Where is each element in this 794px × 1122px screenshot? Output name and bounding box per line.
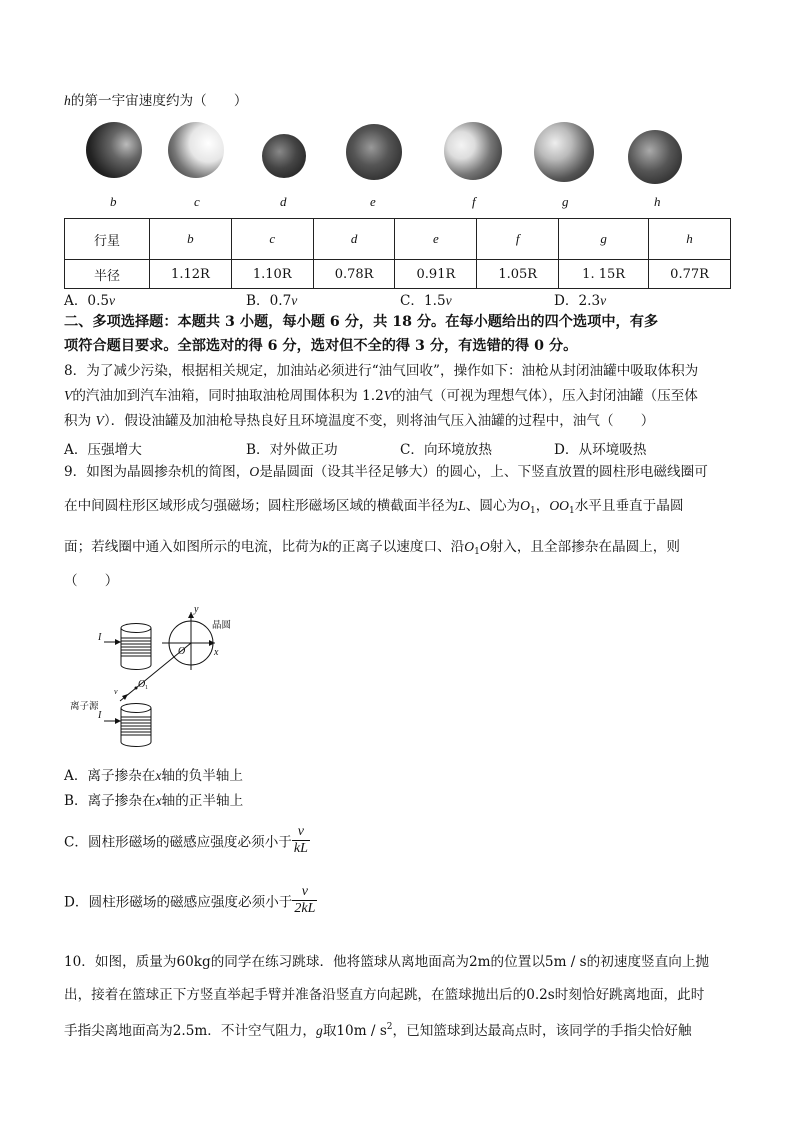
label-o1: O xyxy=(138,679,146,690)
q9-stem-line1: 9．如图为晶圆掺杂机的简图，O是晶圆面（设其半径足够大）的圆心，上、下竖直放置的圆柱形电磁线圈可 xyxy=(64,464,708,480)
section2-heading-line2: 项符合题目要求。全部选对的得 6 分，选对但不全的得 3 分，有选错的得 0 分。 xyxy=(64,338,578,354)
table-cell: e xyxy=(395,219,477,260)
q9-stem-line2: 在中间圆柱形区域形成匀强磁场；圆柱形磁场区域的横截面半径为L、圆心为$O_1$，$OO_1$水平且垂直于晶圆 xyxy=(64,498,684,516)
planet-label-f: f xyxy=(472,194,476,209)
table-cell: 1.05R xyxy=(477,260,559,289)
planet-g-image xyxy=(534,122,594,182)
q9-option-d[interactable]: D．圆柱形磁场的磁感应强度必须小于 $\frac{v}{2kL}$ xyxy=(64,884,316,916)
q10-stem-line2: 出，接着在篮球正下方竖直举起手臂并准备沿竖直方向起跳，在篮球抛出后的0.2s时刻恰好跳离地面，此时 xyxy=(64,987,705,1003)
fraction-v-over-2kl: $\frac{v}{2kL}$ xyxy=(294,884,316,916)
section2-heading-line1: 二、多项选择题：本题共 3 小题，每小题 6 分，共 18 分。在每小题给出的四个选项中，有多 xyxy=(64,314,659,330)
table-header-row xyxy=(65,219,731,260)
planet-d-image xyxy=(262,134,306,178)
q7-stem-var: h xyxy=(64,93,71,108)
label-velocity: v xyxy=(114,687,118,696)
table-cell: 0.78R xyxy=(313,260,395,289)
planet-label-g: g xyxy=(562,194,569,209)
q9-stem-line4: （ ） xyxy=(64,573,119,589)
planet-label-c: c xyxy=(194,194,200,209)
planet-e-image xyxy=(346,124,402,180)
q8-stem-line1: 8．为了减少污染，根据相关规定，加油站必须进行“油气回收”，操作如下：油枪从封闭油罐中吸取体积为 xyxy=(64,363,699,379)
label-current-bottom: I xyxy=(98,710,102,721)
q7-option-c[interactable]: C．1.5v xyxy=(400,293,452,309)
table-cell: c xyxy=(231,219,313,260)
q7-option-d[interactable]: D．2.3v xyxy=(554,293,607,309)
q8-option-c[interactable]: C．向环境放热 xyxy=(400,442,492,458)
planet-label-h: h xyxy=(654,194,661,209)
planet-c-image xyxy=(168,122,224,178)
table-cell: 行星 xyxy=(65,219,150,260)
q9-option-a[interactable]: A．离子掺杂在x轴的负半轴上 xyxy=(64,768,243,784)
planet-radius-table xyxy=(64,218,731,289)
label-x-axis: x xyxy=(214,647,219,658)
q7-stem xyxy=(64,92,734,110)
q8-option-a[interactable]: A．压强增大 xyxy=(64,442,142,458)
q9-stem-line3: 面；若线圈中通入如图所示的电流，比荷为k的正离子以速度口、沿$O_1O$射入，且全部掺杂在晶圆上，则 xyxy=(64,539,680,557)
q9-option-b[interactable]: B．离子掺杂在x轴的正半轴上 xyxy=(64,793,244,809)
planet-label-e: e xyxy=(370,194,376,209)
table-cell: 1. 15R xyxy=(559,260,649,289)
label-o1-sub: 1 xyxy=(145,685,148,691)
planet-b-image xyxy=(86,122,142,178)
table-cell: h xyxy=(649,219,731,260)
q7-stem-text: 的第一宇宙速度约为（ ） xyxy=(70,93,248,109)
q8-stem-line2: V的汽油加到汽车油箱，同时抽取油枪周围体积为 1.2V的油气（可视为理想气体），压入封闭油罐（压至体 xyxy=(64,388,698,404)
planet-f-image xyxy=(444,122,502,180)
label-y-axis: y xyxy=(194,604,199,615)
table-cell: 1.12R xyxy=(150,260,232,289)
table-cell: b xyxy=(150,219,232,260)
q8-option-b[interactable]: B．对外做正功 xyxy=(246,442,338,458)
table-cell: 0.77R xyxy=(649,260,731,289)
label-wafer: 晶圆 xyxy=(212,621,232,631)
label-current-top: I xyxy=(98,632,102,643)
wafer-doping-diagram xyxy=(70,602,240,752)
table-cell: 半径 xyxy=(65,260,150,289)
planet-label-d: d xyxy=(280,194,287,209)
q7-option-a[interactable]: A．0.5v xyxy=(64,293,116,309)
table-cell: d xyxy=(313,219,395,260)
table-cell: f xyxy=(477,219,559,260)
q10-stem-line1: 10．如图，质量为60kg的同学在练习跳球．他将篮球从离地面高为2m的位置以5m / s的初速度竖直向上抛 xyxy=(64,954,710,970)
q9-option-c[interactable]: C．圆柱形磁场的磁感应强度必须小于 $\frac{v}{kL}$ xyxy=(64,824,308,856)
label-origin: O xyxy=(178,646,186,657)
table-cell: 0.91R xyxy=(395,260,477,289)
fraction-v-over-kl: $\frac{v}{kL}$ xyxy=(293,824,308,856)
label-ion-source: 离子源 xyxy=(70,702,99,712)
table-cell: 1.10R xyxy=(231,260,313,289)
q10-stem-line3: 手指尖离地面高为2.5m．不计空气阻力，g取$10m / s^2$，已知篮球到达最高点时，该同学的手指尖恰好触 xyxy=(64,1022,692,1039)
q8-stem-line3: 积为 V）．假设油罐及加油枪导热良好且环境温度不变，则将油气压入油罐的过程中，油气（ ） xyxy=(64,413,655,429)
planet-h-image xyxy=(628,130,682,184)
q7-option-b[interactable]: B．0.7v xyxy=(246,293,298,309)
planet-images xyxy=(64,118,734,216)
q8-option-d[interactable]: D．从环境吸热 xyxy=(554,442,647,458)
table-cell: g xyxy=(559,219,649,260)
planet-label-b: b xyxy=(110,194,117,209)
table-row xyxy=(65,260,731,289)
